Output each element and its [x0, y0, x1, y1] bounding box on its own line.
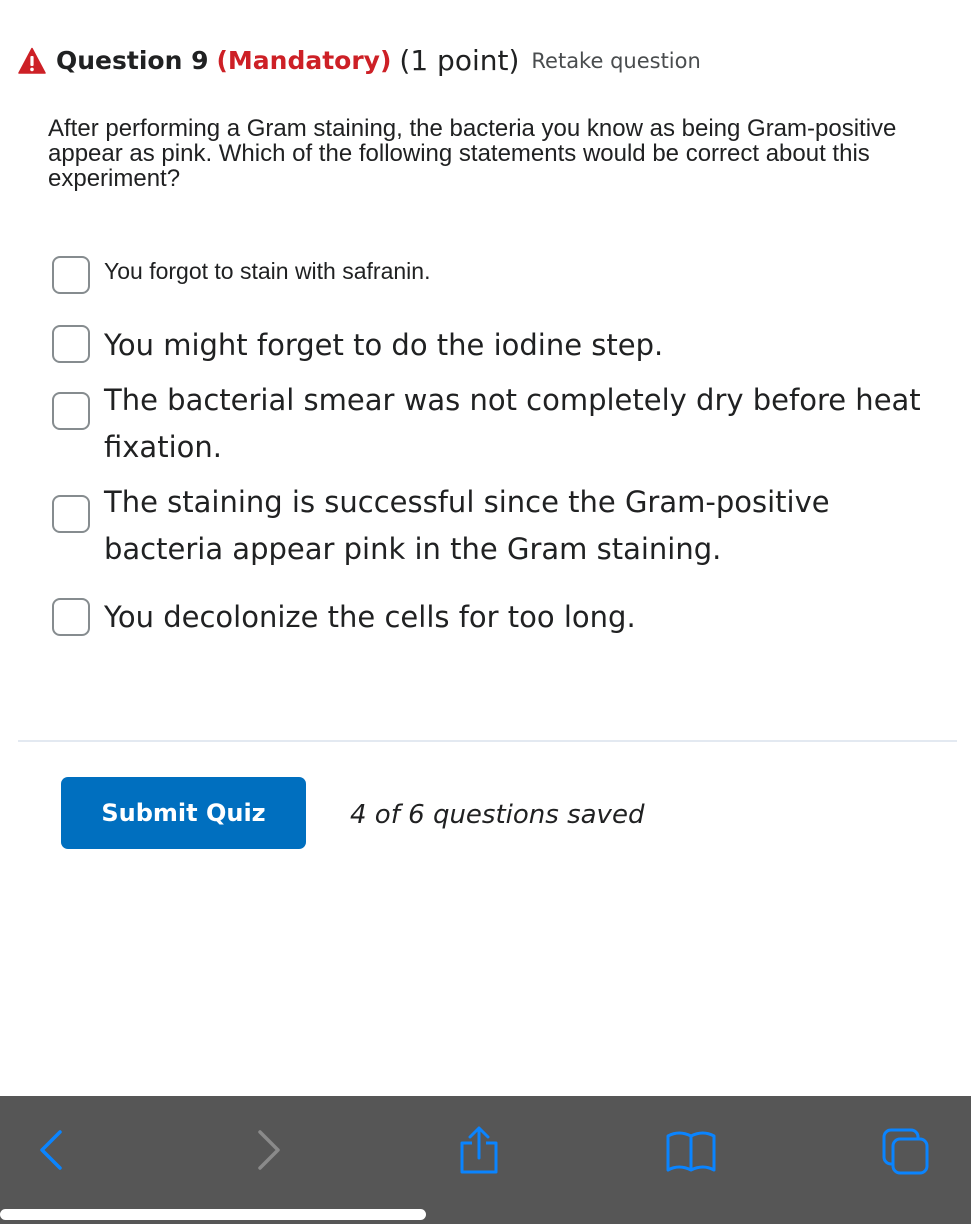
- answer-option[interactable]: [52, 594, 954, 641]
- answer-option[interactable]: [52, 479, 954, 573]
- submit-quiz-button[interactable]: Submit Quiz: [61, 777, 306, 849]
- answer-checkbox[interactable]: [52, 598, 90, 636]
- question-text: After performing a Gram staining, the bacteria you know as being Gram-positive appear as pink. Which of the following statements would be correct about this experiment?: [48, 115, 897, 192]
- section-divider: [18, 740, 957, 742]
- answer-checkbox[interactable]: [52, 392, 90, 430]
- home-indicator: [0, 1209, 426, 1220]
- saved-status-text: 4 of 6 questions saved: [350, 800, 645, 830]
- answer-option[interactable]: [52, 256, 430, 294]
- answer-label: You forgot to stain with safranin.: [104, 258, 431, 284]
- answer-checkbox[interactable]: [52, 256, 90, 294]
- answer-checkbox[interactable]: [52, 495, 90, 533]
- answer-label: The staining is successful since the Gram-positive bacteria appear pink in the Gram staining.: [104, 485, 830, 566]
- mandatory-label: (Mandatory): [216, 46, 392, 75]
- question-title: Question 9: [56, 46, 209, 75]
- chevron-left-icon[interactable]: [34, 1126, 70, 1174]
- answer-label: You decolonize the cells for too long.: [104, 600, 636, 634]
- retake-question-link[interactable]: Retake question: [531, 48, 701, 73]
- answer-option[interactable]: [52, 322, 954, 369]
- share-icon[interactable]: [456, 1126, 502, 1176]
- book-icon[interactable]: [664, 1126, 718, 1176]
- answer-option[interactable]: [52, 377, 954, 471]
- warning-triangle-icon: [18, 47, 46, 75]
- points-label: (1 point): [399, 44, 520, 77]
- chevron-right-icon[interactable]: [250, 1126, 286, 1174]
- answer-label: You might forget to do the iodine step.: [104, 328, 664, 362]
- question-header: [18, 44, 701, 77]
- tabs-icon[interactable]: [880, 1126, 932, 1178]
- answer-label: The bacterial smear was not completely dry before heat fixation.: [104, 383, 921, 464]
- answer-checkbox[interactable]: [52, 325, 90, 363]
